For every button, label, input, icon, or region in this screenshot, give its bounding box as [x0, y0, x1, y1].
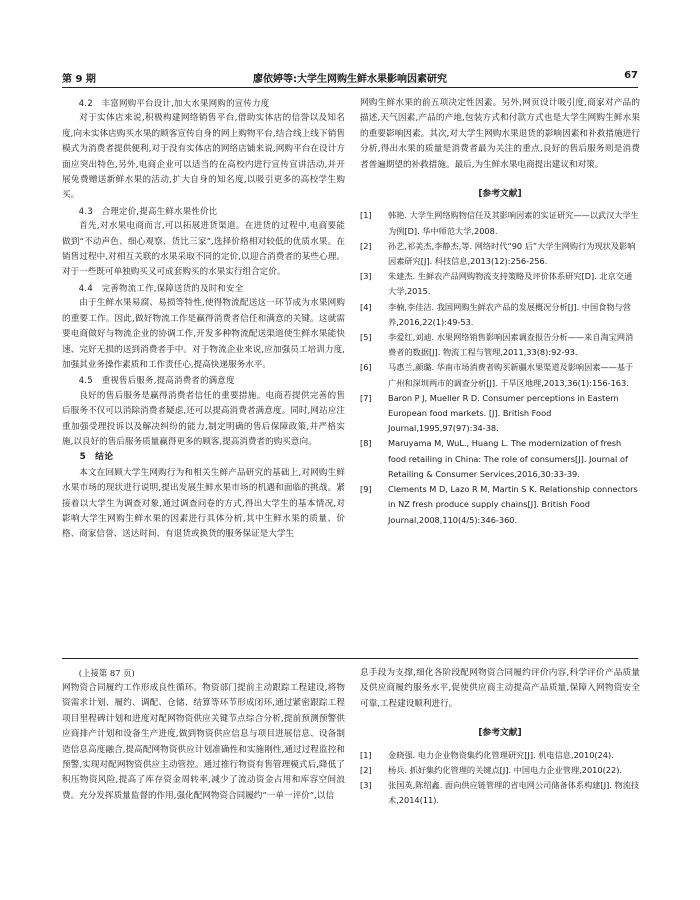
article-separator-rule: [62, 658, 638, 659]
section-heading-4-4: 4.4 完善物流工作,保障送货的及时和安全: [78, 282, 244, 293]
reference-list: [360, 208, 640, 527]
lower-left-column: [62, 666, 345, 804]
reference-item: [6] 马惠兰,颜璐. 华南市场消费者购买新疆水果渠道及影响因素——基于广州和深圳两市的调查分析[J]. 干旱区地理,2013,36(1):156-163.: [360, 362, 634, 388]
reference-item: [8] Maruyama M, WuL., Huang L. The modernization of fresh food retailing in China: The role of consumers[J]. Journal of Retailing & Consumer Services,2016,30:33-39.: [360, 438, 628, 479]
paragraph: 由于生鲜水果易腐、易损等特性,使得物流配送这一环节成为水果网购的重要工作。因此,做好物流工作是赢得消费者信任和满意的关键。这就需要电商做好与物流企业的协调工作,开发多种物流配送渠道使生鲜水果能快速、完好无损的送到消费者手中。对于物流企业来说,应加强员工培训力度,加强其业务操作素质和工作责任心,提高快递服务水平。: [62, 298, 345, 370]
reference-item: [1] 金晓强. 电力企业物资集约化管理研究[J]. 机电信息,2010(24).: [360, 749, 614, 760]
references-heading: [参考文献]: [478, 189, 522, 200]
reference-item: [3] 朱建杰. 生鲜农产品网购物流支持策略及评价体系研究[D]. 北京交通大学,2015.: [360, 271, 633, 297]
header-rule: [62, 87, 638, 88]
paragraph: 本文在回顾大学生网购行为和相关生鲜产品研究的基础上,对网购生鲜水果市场的现状进行说明,提出发展生鲜水果市场的机遇和面临的挑战。紧接着以大学生为调查对象,通过调查问卷的方式,得出大学生的基本情况,对影响大学生网购生鲜水果的因素进行具体分析,其中生鲜水果的质量、价格、商家信誉、送达时间、有退货或换货的服务保证是大学生: [62, 467, 345, 540]
reference-item: [1] 韩艳. 大学生网络购物信任及其影响因素的实证研究——以武汉大学生为例[D]. 华中师范大学,2008.: [360, 210, 639, 236]
paragraph: 息手段为支撑,细化各阶段配网物资合同履约评价内容,科学评价产品质量及供应商履约服务水平,促使供应商主动提高产品质量,保障入网物资安全可靠,工程建设顺利进行。: [360, 668, 640, 709]
section-heading-4-2: 4.2 丰富网购平台设计,加大水果网购的宣传力度: [78, 98, 270, 108]
section-heading-4-3: 4.3 合理定价,提高生鲜水果性价比: [78, 205, 218, 216]
page-number: 67: [624, 70, 638, 81]
paragraph: 网购生鲜水果的前五项决定性因素。另外,网页设计吸引度,商家对产品的描述,天气因素,产品的产地,包装方式和付款方式也是大学生网购生鲜水果的重要影响因素。其次,对大学生网购水果退货的影响因素和补救措施进行分析,得出水果的质量是消费者最为关注的重点,良好的售后服务则是消费者普遍期望的补救措施。最后,为生鲜水果电商提出建议和对策。: [360, 98, 640, 170]
upper-right-column: [360, 96, 640, 528]
section-heading-4-5: 4.5 重视售后服务,提高消费者的满意度: [78, 375, 235, 386]
issue-number: 第 9 期: [62, 74, 96, 85]
lower-right-column: [360, 666, 640, 808]
reference-item: [9] Clements M D, Lazo R M, Martin S K. Relationship connectors in NZ fresh produce supply chains[J]. British Food Journal,2008,110(4/5):346-360.: [360, 484, 638, 525]
reference-item: [5] 李爱红,刘迪. 水果网络销售影响因素调查报告分析——来自淘宝网消费者的数据[J]. 物流工程与管理,2011,33(8):92-93.: [360, 332, 634, 358]
continued-from-note: (上接第 87 页): [78, 668, 135, 678]
running-header: [62, 70, 638, 86]
paragraph: 首先,对水果电商而言,可以拓展进货渠道。在进货的过程中,电商要能做到“不动声色、细心观察、货比三家”,选择价格相对较低的优质水果。在销售过程中,对相互关联的水果采取不同的定价,以迎合消费者的某些心理。对于一些既可单独购买又可成套购买的水果实行组合定价。: [62, 221, 345, 278]
reference-item: [4] 李楠,李佳洁. 我国网购生鲜农产品的发展概况分析[J]. 中国食物与营养,2016,22(1):49-53.: [360, 301, 631, 327]
section-heading-5: 5 结论: [79, 452, 114, 463]
reference-item: [2] 孙艺,祁美杰,李静杰,等. 网络时代“90 后”大学生网购行为现状及影响因素研究[J]. 科技信息,2013(12):256-256.: [360, 240, 636, 267]
references-heading: [参考文献]: [478, 728, 522, 739]
paragraph: 良好的售后服务是赢得消费者信任的重要措施。电商若提供完善的售后服务不仅可以消除消费者疑虑,还可以提高消费者满意度。同时,网站应注重加强受理投诉以及解决纠纷的能力,制定明确的售后保障政策,并严格实施,以良好的售后服务质量赢得更多的顾客,提高消费者的购买意向。: [62, 390, 345, 447]
paragraph: 网物资合同履约工作形成良性循环。物资部门提前主动跟踪工程建设,将物资需求计划、履约、调配、仓储、结算等环节形成闭环,通过紧密跟踪工程项目里程碑计划和进度对配网物资供应关键节点综合分析,提前预测预警供应商排产计划和设备生产进度,做到物资供应信息与项目进展信息、设备制造信息高度融合,提高配网物资供应计划准确性和实施刚性,通过过程监控和预警,实现对配网物资供应主动管控。通过推行物资有售管理模式后,降低了积压物资风险,提高了库存资金周转率,减少了流动资金占用和库容空间浪费。充分发挥质量监督的作用,强化配网物资合同履约“一单一评价”,以信: [62, 683, 345, 801]
reference-item: [2] 杨兵. 抓好集约化管理的关键点[J]. 中国电力企业管理,2010(22).: [360, 764, 623, 775]
upper-left-column: [62, 96, 345, 543]
reference-item: [3] 张国英,陈绍鑫. 面向供应链管理的省电网公司储备体系构建[J]. 物流技术,2014(11).: [360, 780, 640, 806]
running-title: 廖依婷等:大学生网购生鲜水果影响因素研究: [253, 74, 447, 85]
reference-item: [7] Baron P J, Mueller R D. Consumer perceptions in Eastern European food markets. [J]. British Food Journal,1995,97(97):34-38.: [360, 392, 619, 434]
paragraph: 对于实体店来说,积极构建网络销售平台,借助实体店的信誉以及知名度,向未实体店购买水果的顾客宣传自身的网上购物平台,结合线上线下销售模式为消费者提供便利,对于没有实体店的网络店铺来说,网购平台在设计方面应突出特色,另外,电商企业可以适当的在高校内进行宣传宣讲活动,并开展免费赠送新鲜水果的活动,扩大自身的知名度,以吸引更多的高校学生购买。: [62, 113, 345, 201]
reference-list: [360, 748, 640, 809]
